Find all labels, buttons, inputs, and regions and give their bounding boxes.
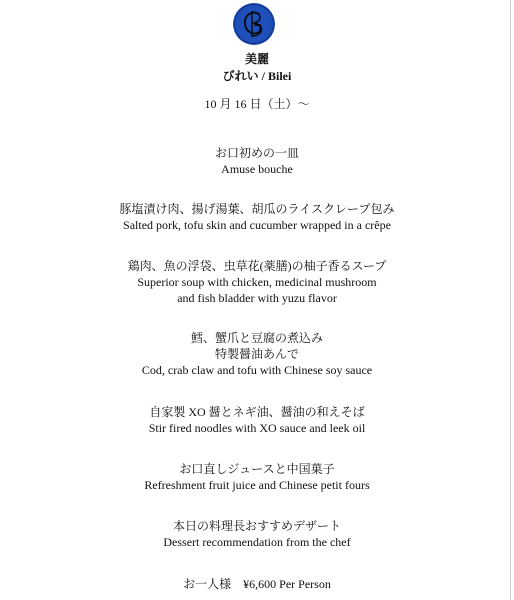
course-name-japanese: お口初めの一皿 [214,146,299,160]
course-item [0,201,514,233]
restaurant-name-reading: びれい / Bilei [222,69,292,83]
course-name-english: Salted pork, tofu skin and cucumber wrapped in a crêpe [123,218,391,232]
course-item [0,404,514,436]
course-name-english: Cod, crab claw and tofu with Chinese soy sauce [141,363,373,377]
bilei-monogram-logo-icon [232,2,276,46]
course-name-english: Superior soup with chicken, medicinal mushroom [137,275,377,289]
course-name-english: Refreshment fruit juice and Chinese petit fours [144,478,370,492]
course-name-japanese: 本日の料理長おすすめデザート [172,519,342,533]
price-per-person: お一人様 ¥6,600 Per Person [183,577,331,591]
course-name-english: Dessert recommendation from the chef [163,535,351,549]
course-name-japanese: 豚塩漬け肉、揚げ湯葉、胡瓜のライスクレープ包み [119,202,395,216]
course-name-english: Amuse bouche [221,162,293,176]
course-name-english: Stir fired noodles with XO sauce and leek oil [148,421,366,435]
course-name-japanese: 特製醤油あんで [214,347,299,361]
course-name-japanese: 鱈、蟹爪と豆腐の煮込み [190,331,323,345]
course-item [0,145,514,177]
course-name-english: and fish bladder with yuzu flavor [177,291,337,305]
restaurant-name-japanese: 美麗 [244,52,269,66]
course-name-japanese: 自家製 XO 醤とネギ油、醤油の和えそば [149,405,365,419]
course-item [0,518,514,550]
menu-date: 10 月 16 日（土）〜 [204,97,310,111]
course-name-japanese: 鶏肉、魚の浮袋、虫草花(薬膳)の柚子香るスープ [127,259,387,273]
course-item [0,330,514,378]
course-item [0,258,514,306]
course-item [0,461,514,493]
course-name-japanese: お口直しジュースと中国菓子 [179,462,335,476]
